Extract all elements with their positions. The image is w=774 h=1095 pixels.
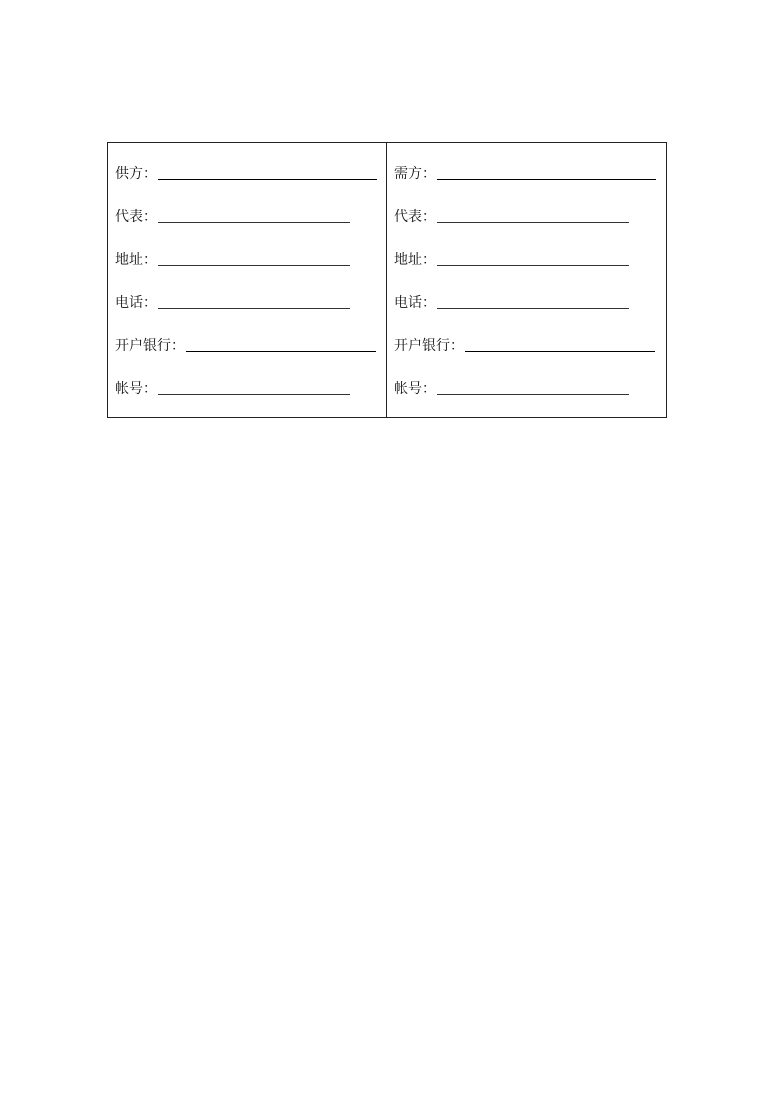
buyer-representative-field[interactable] [394,204,629,226]
supplier-representative-blank[interactable] [158,221,350,223]
buyer-representative-blank[interactable] [437,221,629,223]
supplier-address-field[interactable] [115,247,350,269]
supplier-party-blank[interactable] [158,178,377,180]
buyer-account-field[interactable] [394,376,629,398]
buyer-account-blank[interactable] [437,393,629,395]
buyer-party-label: 需方： [394,166,436,182]
buyer-bank-blank[interactable] [465,350,655,352]
supplier-phone-blank[interactable] [158,307,350,309]
buyer-address-field[interactable] [394,247,629,269]
buyer-party-blank[interactable] [437,178,656,180]
buyer-phone-field[interactable] [394,290,629,312]
supplier-bank-field[interactable] [115,333,376,355]
buyer-address-blank[interactable] [437,264,629,266]
supplier-account-blank[interactable] [158,393,350,395]
supplier-address-label: 地址： [115,252,157,268]
buyer-bank-field[interactable] [394,333,655,355]
supplier-party-field[interactable] [115,161,377,183]
supplier-account-field[interactable] [115,376,350,398]
supplier-party-label: 供方： [115,166,157,182]
supplier-account-label: 帐号： [115,381,157,397]
buyer-column [387,143,666,417]
buyer-phone-label: 电话： [394,295,436,311]
supplier-representative-label: 代表： [115,209,157,225]
buyer-phone-blank[interactable] [437,307,629,309]
buyer-account-label: 帐号： [394,381,436,397]
supplier-bank-blank[interactable] [186,350,376,352]
supplier-bank-label: 开户银行： [115,338,185,354]
supplier-phone-field[interactable] [115,290,350,312]
buyer-party-field[interactable] [394,161,656,183]
supplier-representative-field[interactable] [115,204,350,226]
supplier-address-blank[interactable] [158,264,350,266]
supplier-phone-label: 电话： [115,295,157,311]
buyer-bank-label: 开户银行： [394,338,464,354]
buyer-representative-label: 代表： [394,209,436,225]
supplier-column [108,143,387,417]
buyer-address-label: 地址： [394,252,436,268]
signature-table [107,142,667,418]
